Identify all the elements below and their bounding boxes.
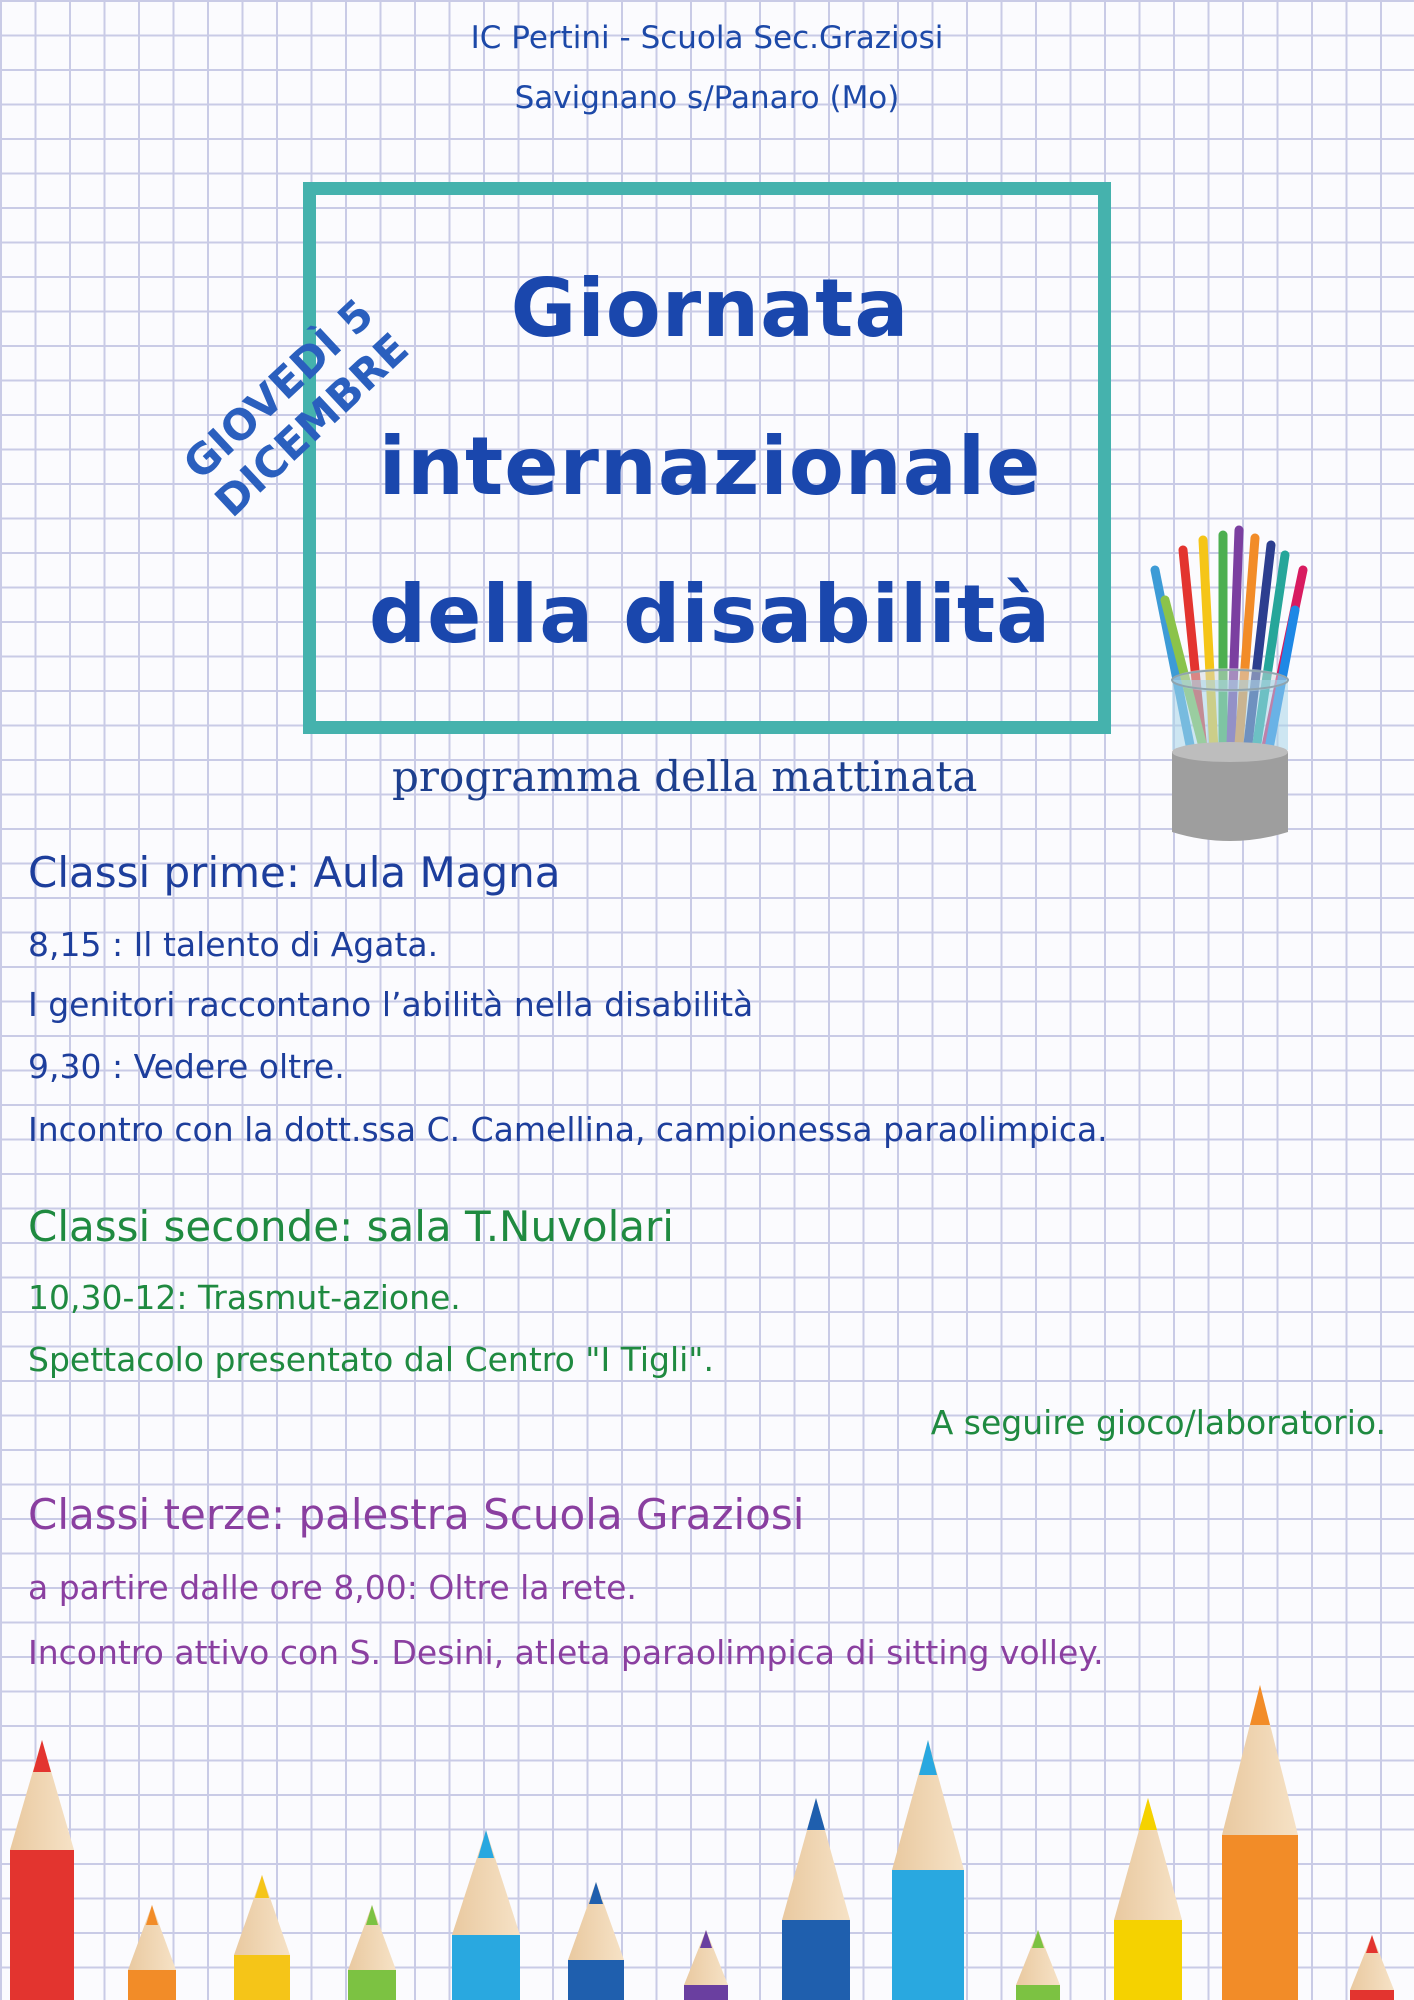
pencil-purple-1 xyxy=(684,1930,728,2000)
pencil-lightblue-1 xyxy=(892,1740,964,2000)
title-line-2: internazionale xyxy=(378,420,1042,513)
section-3-line-1: a partire dalle ore 8,00: Oltre la rete. xyxy=(28,1568,637,1607)
pencil-navy-1 xyxy=(568,1882,624,2000)
section-3-line-2: Incontro attivo con S. Desini, atleta paraolimpica di sitting volley. xyxy=(28,1633,1104,1672)
colored-pencils-border xyxy=(0,1680,1414,2000)
pencil-orange-2 xyxy=(1222,1685,1298,2000)
pencil-red-2 xyxy=(1350,1935,1394,2000)
school-location: Savignano s/Panaro (Mo) xyxy=(514,80,900,116)
section-2-title: Classi seconde: sala T.Nuvolari xyxy=(28,1202,674,1251)
pencil-yellow-1 xyxy=(234,1875,290,2000)
program-subtitle: programma della mattinata xyxy=(392,752,978,801)
pencil-green-1 xyxy=(348,1905,396,2000)
school-name: IC Pertini - Scuola Sec.Graziosi xyxy=(470,20,944,56)
section-1-line-1: 8,15 : Il talento di Agata. xyxy=(28,925,439,964)
title-line-1: Giornata xyxy=(510,262,910,355)
pencil-red-1 xyxy=(10,1740,74,2000)
section-2-line-1: 10,30-12: Trasmut-azione. xyxy=(28,1278,461,1317)
section-2-line-2: Spettacolo presentato dal Centro "I Tigli". xyxy=(28,1340,714,1379)
pencil-blue-1 xyxy=(452,1830,520,2000)
section-1-line-4: Incontro con la dott.ssa C. Camellina, campionessa paraolimpica. xyxy=(28,1110,1108,1149)
pencil-green-2 xyxy=(1016,1930,1060,2000)
section-2-line-3: A seguire gioco/laboratorio. xyxy=(930,1403,1386,1442)
pencil-cup-icon xyxy=(1135,520,1325,845)
date-banner: GIOVEDÌ 5 DICEMBRE xyxy=(173,289,418,527)
pencil-navy-2 xyxy=(782,1798,850,2000)
section-1-line-3: 9,30 : Vedere oltre. xyxy=(28,1047,345,1086)
section-1-line-2: I genitori raccontano l’abilità nella disabilità xyxy=(28,985,754,1024)
section-1-title: Classi prime: Aula Magna xyxy=(28,848,561,897)
pencil-yellow-2 xyxy=(1114,1798,1182,2000)
pencil-orange-1 xyxy=(128,1905,176,2000)
title-line-3: della disabilità xyxy=(368,568,1052,661)
section-3-title: Classi terze: palestra Scuola Graziosi xyxy=(28,1490,805,1539)
